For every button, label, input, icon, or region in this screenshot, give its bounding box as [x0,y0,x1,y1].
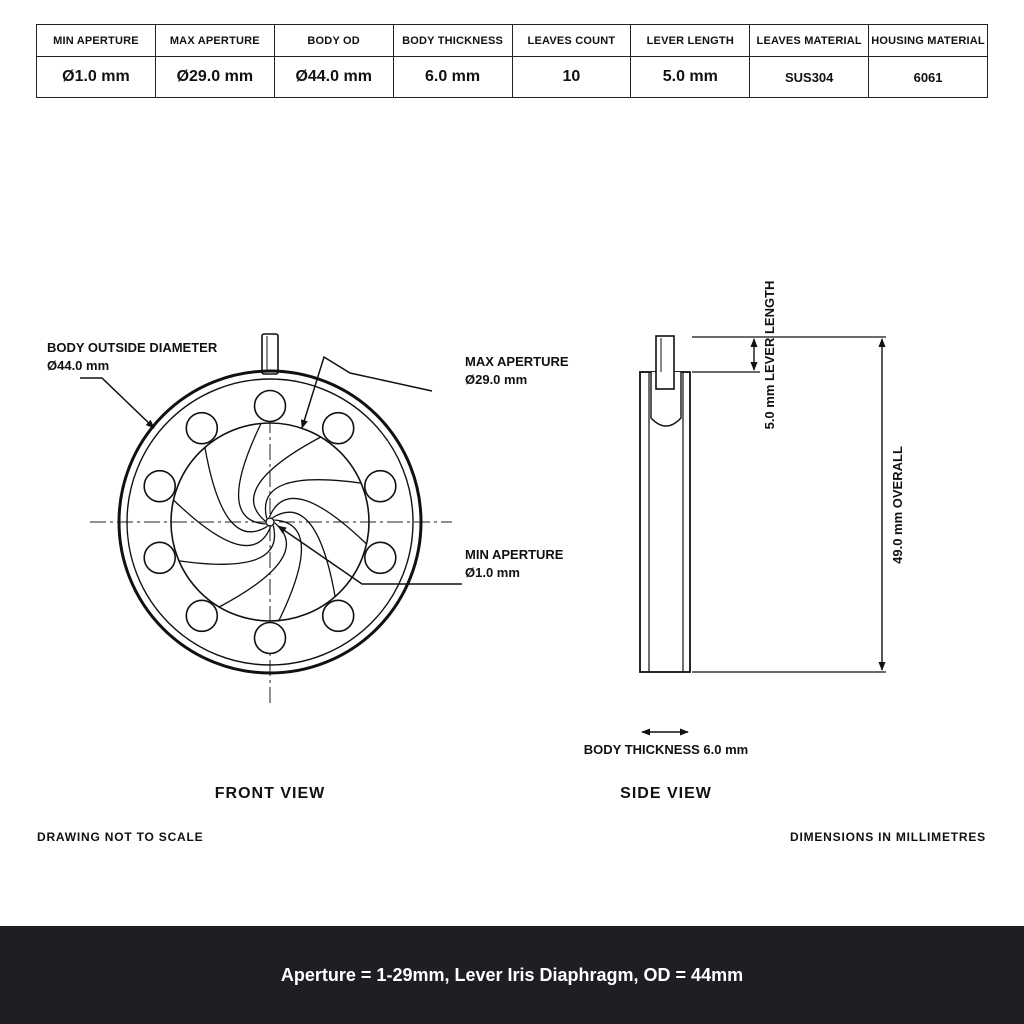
spec-value-max-aperture: Ø29.0 mm [155,57,274,98]
footer-bar [0,926,1024,1024]
side-view-title: SIDE VIEW [620,785,712,802]
bolt-hole [144,542,175,573]
iris-leaf [205,447,268,531]
spec-header-body-thickness: BODY THICKNESS [393,25,512,57]
leader-body-od [80,378,154,428]
label-min-aperture: MIN APERTURE [465,547,564,562]
label-max-aperture: MAX APERTURE [465,354,569,369]
note-units: DIMENSIONS IN MILLIMETRES [789,830,986,844]
bolt-hole [144,471,175,502]
label-body-od: BODY OUTSIDE DIAMETER [47,340,218,355]
side-view [584,281,905,802]
spec-value-housing-material: 6061 [869,57,988,98]
bolt-hole [365,542,396,573]
bolt-hole [255,391,286,422]
bolt-hole [255,623,286,654]
bolt-hole [323,413,354,444]
front-view [47,334,569,802]
spec-value-leaves-count: 10 [512,57,631,98]
label-overall: 49.0 mm OVERALL [890,446,905,564]
spec-value-lever-length: 5.0 mm [631,57,750,98]
iris-leaf [179,526,275,565]
min-aperture-hole [266,518,274,526]
front-view-title: FRONT VIEW [214,785,326,802]
spec-header-max-aperture: MAX APERTURE [155,25,274,57]
value-min-aperture: Ø1.0 mm [465,565,520,580]
spec-header-housing-material: HOUSING MATERIAL [869,25,988,57]
spec-value-min-aperture: Ø1.0 mm [37,57,156,98]
iris-leaf [219,523,286,607]
spec-value-body-thickness: 6.0 mm [393,57,512,98]
footer-caption: Aperture = 1-29mm, Lever Iris Diaphragm, OD = 44mm [280,964,744,985]
value-max-aperture: Ø29.0 mm [465,372,528,387]
side-lever-pin [656,336,674,389]
iris-leaf [273,512,336,596]
note-not-to-scale: DRAWING NOT TO SCALE [37,830,204,844]
label-lever-length: 5.0 mm LEVER LENGTH [762,280,777,430]
bolt-hole [186,413,217,444]
front-lever-pin [262,334,278,374]
iris-leaf [239,423,266,524]
spec-value-leaves-material: SUS304 [750,57,869,98]
label-body-thickness: BODY THICKNESS 6.0 mm [583,742,749,757]
iris-leaf [275,520,302,621]
bolt-hole [186,600,217,631]
spec-header-lever-length: LEVER LENGTH [631,25,750,57]
spec-header-leaves-count: LEAVES COUNT [512,25,631,57]
iris-leaf [265,480,361,519]
spec-header-min-aperture: MIN APERTURE [37,25,156,57]
spec-header-body-od: BODY OD [274,25,393,57]
iris-leaf [254,437,321,521]
value-body-od: Ø44.0 mm [47,358,110,373]
spec-header-leaves-material: LEAVES MATERIAL [750,25,869,57]
bolt-hole [365,471,396,502]
spec-value-body-od: Ø44.0 mm [274,57,393,98]
bolt-hole [323,600,354,631]
